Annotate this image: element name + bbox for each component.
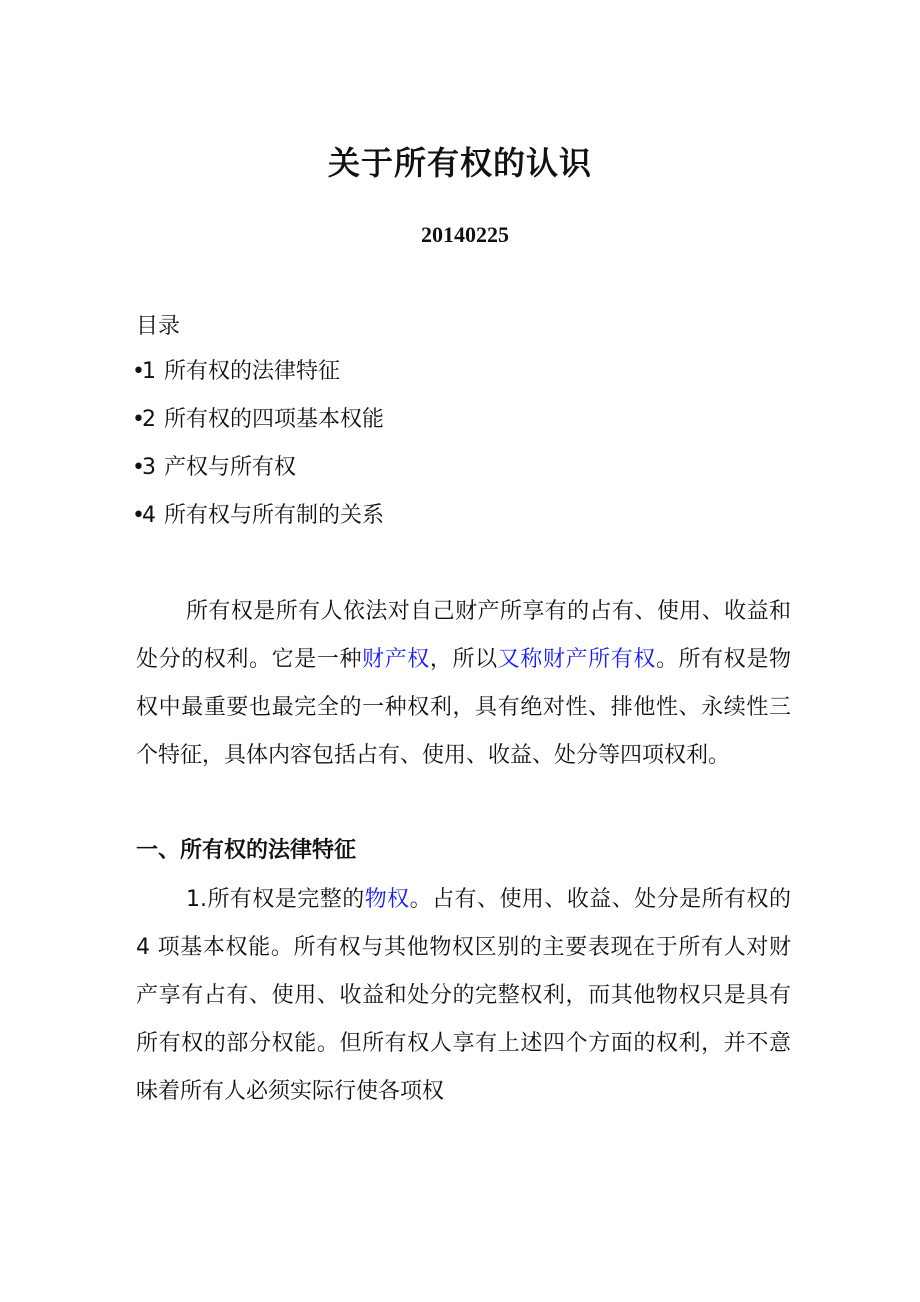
intro-paragraph	[136, 588, 791, 780]
document-title: 关于所有权的认识	[327, 144, 592, 182]
property-ownership-link[interactable]: 又称财产所有权	[497, 647, 656, 672]
real-right-link[interactable]: 物权	[364, 887, 410, 912]
section-paragraph	[136, 876, 791, 1116]
toc-item-2	[132, 405, 384, 453]
bullet-icon: •	[132, 359, 145, 384]
intro-text-c: 。所有权是物权中最重要也最完全的一种权利，具有绝对性、排他性、永续性三个特征，具体内容包括占有、使用、收益、处分等四项权利。	[136, 647, 791, 768]
toc-item-number: 1	[142, 359, 156, 384]
section-text-a: 1.所有权是完整的	[186, 887, 365, 912]
toc-item-1	[132, 357, 384, 405]
toc-item-number: 3	[142, 455, 156, 480]
toc-item-label: 产权与所有权	[164, 455, 297, 480]
toc-item-label: 所有权与所有制的关系	[164, 503, 385, 528]
document-date: 20140225	[421, 222, 509, 247]
property-right-link[interactable]: 财产权	[362, 647, 430, 672]
toc-heading: 目录	[136, 314, 181, 339]
bullet-icon: •	[132, 503, 145, 528]
toc-item-label: 所有权的四项基本权能	[164, 407, 385, 432]
section-text-b: 。占有、使用、收益、处分是所有权的 4 项基本权能。所有权与其他物权区别的主要表现在于所有人对财产享有占有、使用、收益和处分的完整权利，而其他物权只是具有所有权的部分权能。但所有权人享有上述四个方面的权利，并不意味着所有人必须实际行使各项权	[136, 887, 791, 1104]
section-heading-legal-features: 一、所有权的法律特征	[136, 838, 357, 863]
bullet-icon: •	[132, 455, 145, 480]
intro-text-b: ，所以	[429, 647, 498, 672]
toc-item-number: 2	[142, 407, 156, 432]
toc-item-number: 4	[142, 503, 156, 528]
intro-text-a: 所有权是所有人依法对自己财产所享有的占有、使用、收益和处分的权利。它是一种	[136, 599, 791, 672]
bullet-icon: •	[132, 407, 145, 432]
toc-item-3	[132, 453, 384, 501]
toc-item-label: 所有权的法律特征	[164, 359, 341, 384]
toc-item-4	[132, 501, 384, 549]
table-of-contents	[132, 357, 384, 549]
